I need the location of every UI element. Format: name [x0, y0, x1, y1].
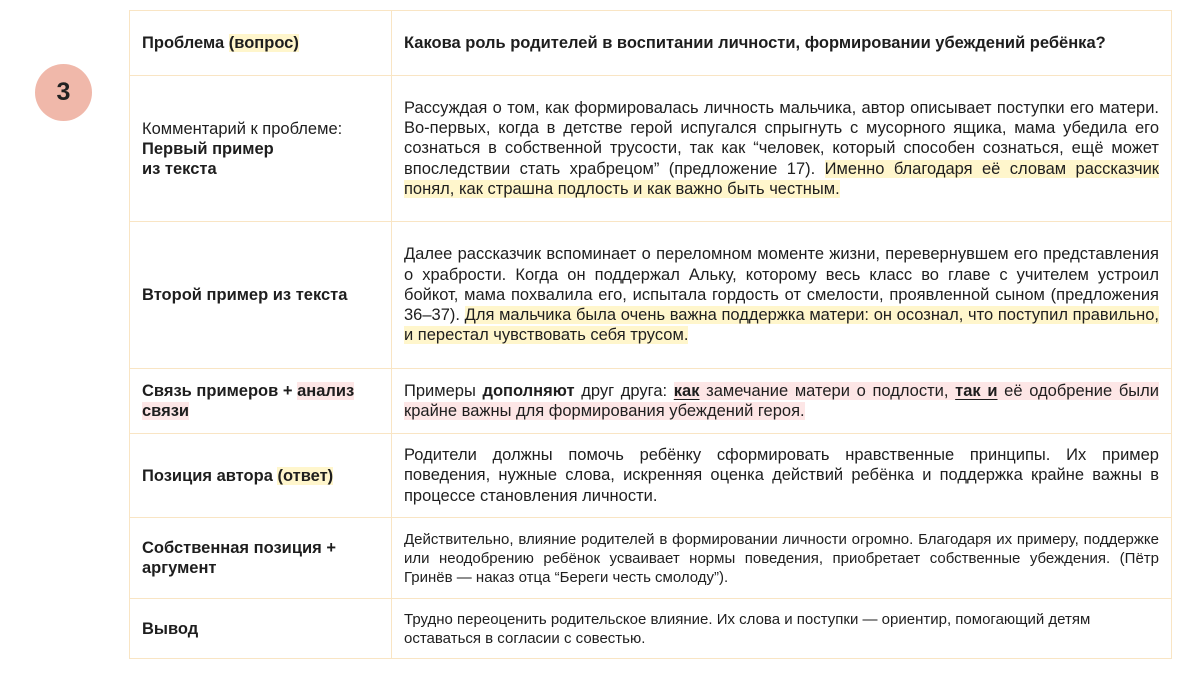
- row-label: Проблема (вопрос): [130, 11, 392, 75]
- table-row-link-analysis: [130, 368, 1171, 433]
- row-label: Второй пример из текста: [130, 222, 392, 368]
- row-content: Трудно переоценить родительское влияние. Их слова и поступки — ориентир, помогающий детям оставаться в согласии с совестью.: [404, 610, 1091, 647]
- row-content: Рассуждая о том, как формировалась личность мальчика, автор описывает поступки его матери. Во-первых, когда в детстве герой испугался спрыгнуть с мусорного ящика, мама убедила его сознаться в собственной трусости, так как “человек, который способен сознаться, ещё может впоследствии стать храбрецом” (предложение 17). Именно благодаря её словам рассказчик понял, как страшна подлость и как важно быть честным.: [404, 98, 1159, 198]
- step-number-badge: 3: [35, 64, 92, 121]
- row-content: Родители должны помочь ребёнку сформировать нравственные принципы. Их пример поведения, нужные слова, искренняя оценка действий ребёнка и поддержка крайне важны в процессе становления личности.: [404, 446, 1159, 505]
- row-label: Вывод: [130, 599, 392, 658]
- row-content: Примеры дополняют друг друга: как замечание матери о подлости, так и её одобрение были крайне важны для формирования убеждений героя.: [404, 381, 1159, 420]
- table-row-author-position: [130, 433, 1171, 517]
- row-label: Связь примеров + анализ связи: [130, 369, 392, 433]
- table-row-second-example: [130, 221, 1171, 368]
- row-content: Действительно, влияние родителей в формировании личности огромно. Благодаря их примеру, поддержке или неодобрению ребёнок усваивает нормы поведения, приобретает собственные убеждения. (Пётр Гринёв — наказ отца “Береги честь смолоду”).: [404, 530, 1159, 586]
- table-row-first-example: [130, 75, 1171, 221]
- row-label: Собственная позиция + аргумент: [130, 518, 392, 598]
- row-content: Далее рассказчик вспоминает о переломном моменте жизни, перевернувшем его представления о храбрости. Когда он поддержал Альку, которому весь класс во главе с учителем устроил бойкот, мама похвалила его, испытала гордость от смелости, проявленной сыном (предложения 36–37). Для мальчика была очень важна поддержка матери: он осознал, что поступил правильно, и перестал чувствовать себя трусом.: [404, 245, 1160, 345]
- table-row-own-position: [130, 517, 1171, 598]
- essay-structure-table: [129, 10, 1172, 659]
- row-label: Комментарий к проблеме: Первый пример из текста: [130, 76, 392, 221]
- row-content: Какова роль родителей в воспитании личности, формировании убеждений ребёнка?: [404, 33, 1106, 52]
- table-row-conclusion: [130, 598, 1171, 658]
- row-label: Позиция автора (ответ): [130, 434, 392, 517]
- table-row-problem: [130, 11, 1171, 75]
